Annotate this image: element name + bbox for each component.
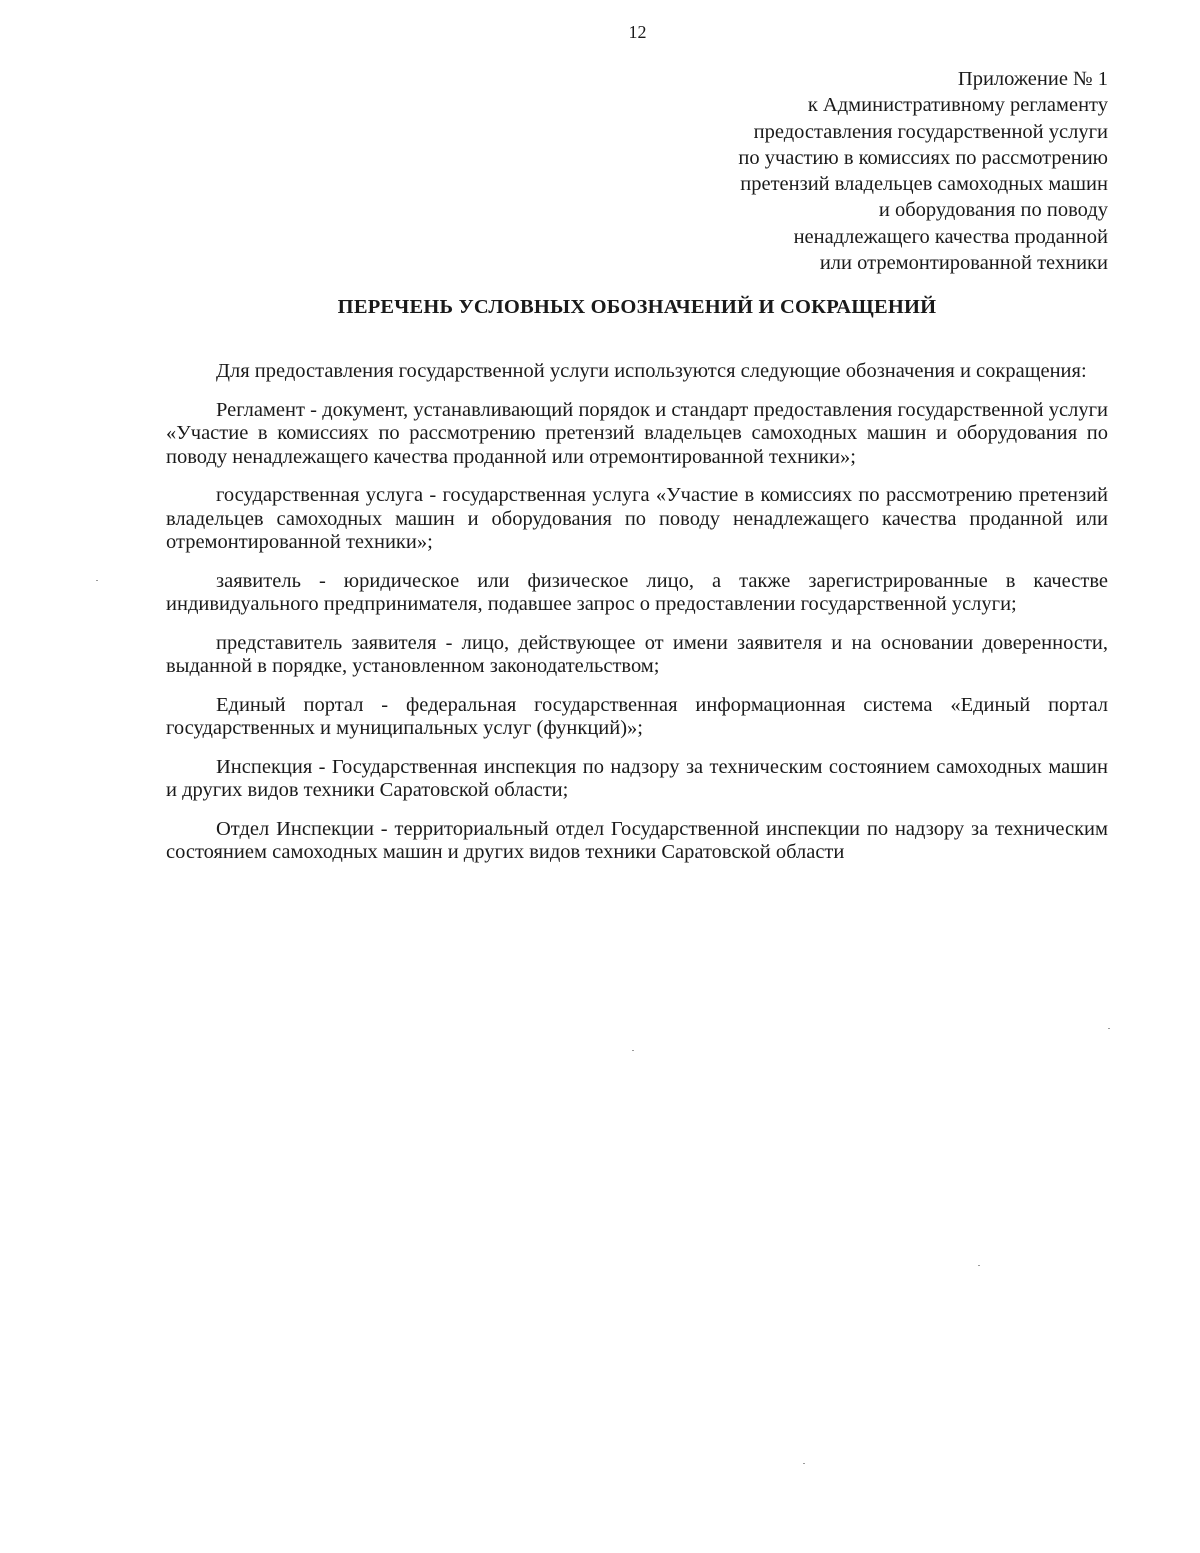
appendix-header xyxy=(548,66,1108,276)
appendix-line: по участию в комиссиях по рассмотрению xyxy=(738,146,1108,169)
page-number: 12 xyxy=(628,22,647,42)
definition-applicant: заявитель - юридическое или физическое лицо, а также зарегистрированные в качестве индивидуального предпринимателя, подавшее запрос о предоставлении государственной услуги; xyxy=(166,569,1108,615)
definition-state-service: государственная услуга - государственная услуга «Участие в комиссиях по рассмотрению претензий владельцев самоходных машин и оборудования по поводу ненадлежащего качества проданной или отремонтированной техники»; xyxy=(166,484,1108,553)
definition-reglament: Регламент - документ, устанавливающий порядок и стандарт предоставления государственной услуги «Участие в комиссиях по рассмотрению претензий владельцев самоходных машин и оборудования по поводу ненадлежащего качества проданной или отремонтированной техники»; xyxy=(166,398,1108,468)
document-body xyxy=(166,360,1108,880)
scan-speck xyxy=(96,580,98,581)
scan-speck xyxy=(632,1050,634,1051)
scan-speck xyxy=(803,1463,805,1464)
appendix-line: предоставления государственной услуги xyxy=(753,120,1108,143)
appendix-line: Приложение № 1 xyxy=(957,68,1108,90)
appendix-line: и оборудования по поводу xyxy=(878,199,1108,222)
scan-speck xyxy=(978,1265,980,1266)
paragraph-intro: Для предоставления государственной услуги используются следующие обозначения и сокращения: xyxy=(216,360,1087,382)
appendix-line: ненадлежащего качества проданной xyxy=(793,225,1108,248)
scan-speck xyxy=(1108,1028,1110,1029)
appendix-line: к Административному регламенту xyxy=(807,94,1108,117)
definition-inspection-department: Отдел Инспекции - территориальный отдел Государственной инспекции по надзору за техническим состоянием самоходных машин и других видов техники Саратовской области xyxy=(166,817,1108,863)
appendix-line: или отремонтированной техники xyxy=(819,252,1108,275)
definition-applicant-representative: представитель заявителя - лицо, действующее от имени заявителя и на основании доверенности, выданной в порядке, установленном законодательством; xyxy=(166,631,1108,677)
definition-unified-portal: Единый портал - федеральная государственная информационная система «Единый портал государственных и муниципальных услуг (функций)»; xyxy=(166,693,1108,739)
document-title: ПЕРЕЧЕНЬ УСЛОВНЫХ ОБОЗНАЧЕНИЙ И СОКРАЩЕНИЙ xyxy=(337,296,937,318)
appendix-line: претензий владельцев самоходных машин xyxy=(740,173,1108,196)
definition-inspection: Инспекция - Государственная инспекция по надзору за техническим состоянием самоходных машин и других видов техники Саратовской области; xyxy=(166,755,1108,801)
